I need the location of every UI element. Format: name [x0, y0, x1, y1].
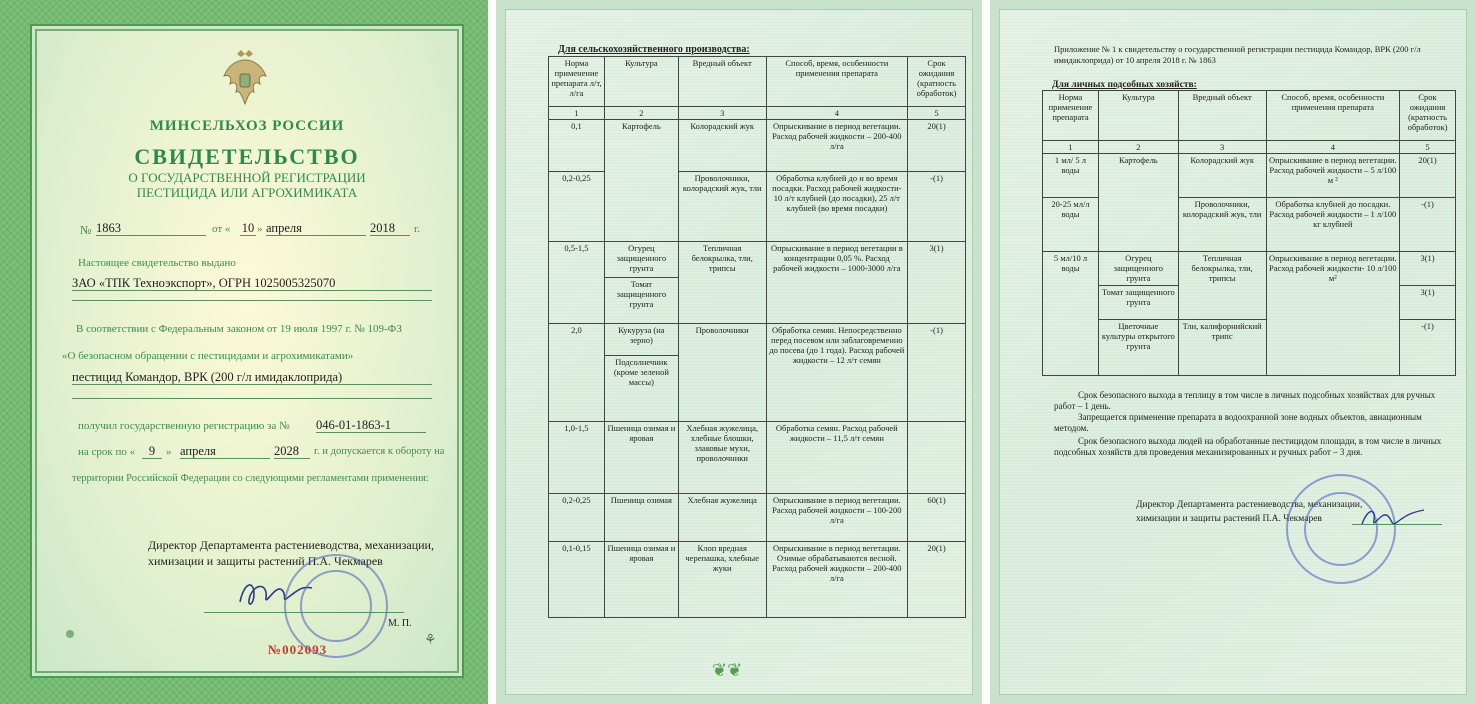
table-row	[1043, 154, 1456, 198]
term-day-close: »	[166, 446, 172, 458]
wait-cell: 20(1)	[908, 120, 966, 172]
wait-cell: 20(1)	[908, 542, 966, 618]
header-wait: Срок ожидания (кратность обработок)	[1400, 91, 1456, 141]
director-line-1: Директор Департамента растениеводства, механизации,	[148, 538, 434, 552]
certificate-page	[0, 0, 488, 704]
safety-paragraph-1: Срок безопасного выхода в теплицу в том числе в личных подсобных хозяйствах для ручных работ – 1 день.	[1054, 390, 1436, 411]
rate-cell: 0,1-0,15	[549, 542, 605, 618]
pest-cell: Тепличная белокрылка, тли, трипсы	[1178, 252, 1266, 320]
culture-cell: Кукуруза (на зерно)	[604, 324, 678, 356]
issued-label: Настоящее свидетельство выдано	[78, 257, 236, 269]
rate-cell: 0,5-1,5	[549, 242, 605, 324]
rate-cell: 20-25 мл/л воды	[1043, 198, 1099, 252]
wait-cell	[908, 422, 966, 494]
term-suffix: г. и допускается к обороту на	[314, 446, 445, 457]
wait-cell: -(1)	[908, 172, 966, 242]
table-row	[549, 494, 966, 542]
director-line-1: Директор Департамента растениеводства, механизации,	[1136, 500, 1363, 510]
culture-cell: Огурец защищенного грунта	[604, 242, 678, 278]
eagle-emblem-icon	[222, 48, 268, 110]
year-suffix: г.	[414, 223, 421, 235]
method-cell: Опрыскивание в период вегетации. Расход рабочей жидкости- 10 л/100 м²	[1266, 252, 1399, 376]
certificate-subtitle-2: ПЕСТИЦИДА ИЛИ АГРОХИМИКАТА	[136, 185, 358, 200]
day-close: »	[257, 223, 263, 235]
wait-cell: 3(1)	[1400, 286, 1456, 320]
pest-cell: Проволочники, колорадский жук, тли	[678, 172, 766, 242]
wait-cell: 3(1)	[908, 242, 966, 324]
pest-cell: Колорадский жук	[678, 120, 766, 172]
header-culture: Культура	[604, 57, 678, 107]
issue-month: апреля	[266, 221, 366, 236]
wait-cell: -(1)	[908, 324, 966, 422]
culture-cell: Пшеница озимая	[604, 494, 678, 542]
rate-cell: 0,1	[549, 120, 605, 172]
households-table	[1042, 90, 1456, 376]
culture-cell: Картофель	[1098, 154, 1178, 252]
rate-cell: 0,2-0,25	[549, 172, 605, 242]
table-row	[549, 120, 966, 172]
table-header-row	[549, 57, 966, 107]
culture-cell: Пшеница озимая и яровая	[604, 542, 678, 618]
term-month: апреля	[180, 444, 270, 459]
table-row	[549, 324, 966, 356]
serial-number: №002093	[268, 642, 328, 657]
certificate-subtitle-1: О ГОСУДАРСТВЕННОЙ РЕГИСТРАЦИИ	[128, 170, 366, 185]
method-cell: Опрыскивание в период вегетации. Расход рабочей жидкости – 100-200 л/га	[766, 494, 907, 542]
director-line-2: химизации и защиты растений П.А. Чекмарев	[148, 554, 383, 568]
territory-text: территории Российской Федерации со следующими регламентами применения:	[72, 473, 429, 484]
certificate-number: 1863	[96, 221, 206, 236]
culture-cell: Цветочные культуры открытого грунта	[1098, 320, 1178, 376]
wait-cell: -(1)	[1400, 320, 1456, 376]
table-row	[549, 542, 966, 618]
culture-cell: Томат защищенного грунта	[604, 278, 678, 324]
signature-line	[204, 610, 404, 613]
law-reference: В соответствии с Федеральным законом от 19 июля 1997 г. № 109-ФЗ	[76, 323, 402, 335]
safety-paragraph-3: Срок безопасного выхода людей на обработанные пестицидом площади, в том числе в личных подсобных хозяйств для проведения механизированных и ручных работ – 3 дня.	[1054, 436, 1442, 457]
method-cell: Обработка семян. Расход рабочей жидкости – 11,5 л/т семян	[766, 422, 907, 494]
method-cell: Обработка семян. Непосредственно перед посевом или заблаговременно до посева (до 1 года). Расход рабочей жидкости – 12 л/т семян	[766, 324, 907, 422]
signature-line	[1352, 522, 1442, 525]
agriculture-table	[548, 56, 966, 618]
director-line-2: химизации и защиты растений П.А. Чекмарев	[1136, 514, 1322, 524]
rate-cell: 1 мл/ 5 л воды	[1043, 154, 1099, 198]
table-row	[549, 242, 966, 278]
column-number-row	[1043, 141, 1456, 154]
rate-cell: 2,0	[549, 324, 605, 422]
regulation-page-households	[990, 0, 1476, 704]
ornament-icon: ❦❦	[712, 660, 743, 680]
holder-blank-line	[72, 292, 432, 301]
pest-cell: Тли, калифорнийский трипс	[1178, 320, 1266, 376]
header-method: Способ, время, особенности применения препарата	[1266, 91, 1399, 141]
col-number: 4	[1266, 141, 1399, 154]
header-rate: Норма применение препарата	[1043, 91, 1099, 141]
pest-cell: Хлебная жужелица	[678, 494, 766, 542]
table-row	[1043, 252, 1456, 286]
certificate-title: СВИДЕТЕЛЬСТВО	[134, 144, 360, 169]
rate-cell: 0,2-0,25	[549, 494, 605, 542]
product-blank-line	[72, 388, 432, 399]
method-cell: Опрыскивание в период вегетации. Расход рабочей жидкости – 200-400 л/га	[766, 120, 907, 172]
col-number: 4	[766, 107, 907, 120]
registration-label: получил государственную регистрацию за №	[78, 420, 290, 432]
table-row	[549, 422, 966, 494]
regulation-page-agriculture	[496, 0, 982, 704]
term-label: на срок по «	[78, 446, 136, 458]
header-rate: Норма применение препарата л/т, л/га	[549, 57, 605, 107]
issue-day: 10	[241, 221, 255, 235]
culture-cell: Подсолнечник (кроме зеленой массы)	[604, 356, 678, 422]
pest-cell: Тепличная белокрылка, тли, трипсы	[678, 242, 766, 324]
issue-year: 2018	[370, 221, 410, 236]
header-pest: Вредный объект	[1178, 91, 1266, 141]
method-cell: Опрыскивание в период вегетации. Расход рабочей жидкости – 5 л/100 м ²	[1266, 154, 1399, 198]
col-number: 3	[1178, 141, 1266, 154]
method-cell: Обработка клубней до и во время посадки. Расход рабочей жидкости- 10 л/т клубней (до посадки), 25 л/т клубней (во время посадки)	[766, 172, 907, 242]
header-culture: Культура	[1098, 91, 1178, 141]
pest-cell: Проволочники	[678, 324, 766, 422]
mp-label: М. П.	[388, 618, 412, 629]
culture-cell: Картофель	[604, 120, 678, 242]
col-number: 3	[678, 107, 766, 120]
header-method: Способ, время, особенности применения препарата	[766, 57, 907, 107]
header-pest: Вредный объект	[678, 57, 766, 107]
method-cell: Опрыскивание в период вегетации. Озимые обрабатываются весной. Расход рабочей жидкости – 200-400 л/га	[766, 542, 907, 618]
agriculture-heading: Для сельскохозяйственного производства:	[558, 44, 750, 55]
pest-cell: Проволочники, колорадский жук, тли	[1178, 198, 1266, 252]
hole-mark-icon	[66, 630, 74, 638]
wait-cell: 60(1)	[908, 494, 966, 542]
col-number: 1	[1043, 141, 1099, 154]
method-cell: Обработка клубней до посадки. Расход рабочей жидкости – 1 л/100 кг клубней	[1266, 198, 1399, 252]
wait-cell: 20(1)	[1400, 154, 1456, 198]
rate-cell: 5 мл/10 л воды	[1043, 252, 1099, 376]
households-heading: Для личных подсобных хозяйств:	[1052, 80, 1197, 90]
product-name: пестицид Командор, ВРК (200 г/л имидаклоприда)	[72, 370, 432, 385]
pest-cell: Хлебная жужелица, хлебные блошки, злаковые мухи, проволочники	[678, 422, 766, 494]
culture-cell: Пшеница озимая и яровая	[604, 422, 678, 494]
col-number: 5	[908, 107, 966, 120]
method-cell: Опрыскивание в период вегетации в концентрации 0,05 %. Расход рабочей жидкости – 1000-3000 л/га	[766, 242, 907, 324]
pest-cell: Колорадский жук	[1178, 154, 1266, 198]
from-label: от «	[212, 223, 231, 235]
col-number: 2	[1098, 141, 1178, 154]
header-wait: Срок ожидания (кратность обработок)	[908, 57, 966, 107]
rate-cell: 1,0-1,5	[549, 422, 605, 494]
wheat-icon: ⚘	[424, 633, 437, 648]
certificate-frame	[30, 24, 464, 678]
signature-icon	[1358, 502, 1428, 532]
table-header-row	[1043, 91, 1456, 141]
term-year: 2028	[274, 444, 310, 459]
col-number: 2	[604, 107, 678, 120]
holder-name: ЗАО «ТПК Техноэкспорт», ОГРН 1025005325070	[72, 276, 432, 291]
col-number: 5	[1400, 141, 1456, 154]
wait-cell: 3(1)	[1400, 252, 1456, 286]
culture-cell: Огурец защищенного грунта	[1098, 252, 1178, 286]
column-number-row	[549, 107, 966, 120]
law-title: «О безопасном обращении с пестицидами и агрохимикатами»	[62, 350, 354, 362]
appendix-text: Приложение № 1 к свидетельству о государственной регистрации пестицида Командор, ВРК (200 г/л имидаклоприда) от 10 апреля 2018 г. № 1863	[1054, 44, 1421, 65]
term-day: 9	[142, 444, 162, 459]
safety-paragraph-2: Запрещается применение препарата в водоохранной зоне водных объектов, авиационным методом.	[1054, 412, 1422, 433]
number-label: №	[80, 223, 92, 237]
registration-number: 046-01-1863-1	[316, 418, 426, 433]
culture-cell: Томат защищенного грунта	[1098, 286, 1178, 320]
pest-cell: Клоп вредная черепашка, хлебные жуки	[678, 542, 766, 618]
ministry-name: МИНСЕЛЬХОЗ РОССИИ	[149, 118, 345, 134]
col-number: 1	[549, 107, 605, 120]
wait-cell: -(1)	[1400, 198, 1456, 252]
